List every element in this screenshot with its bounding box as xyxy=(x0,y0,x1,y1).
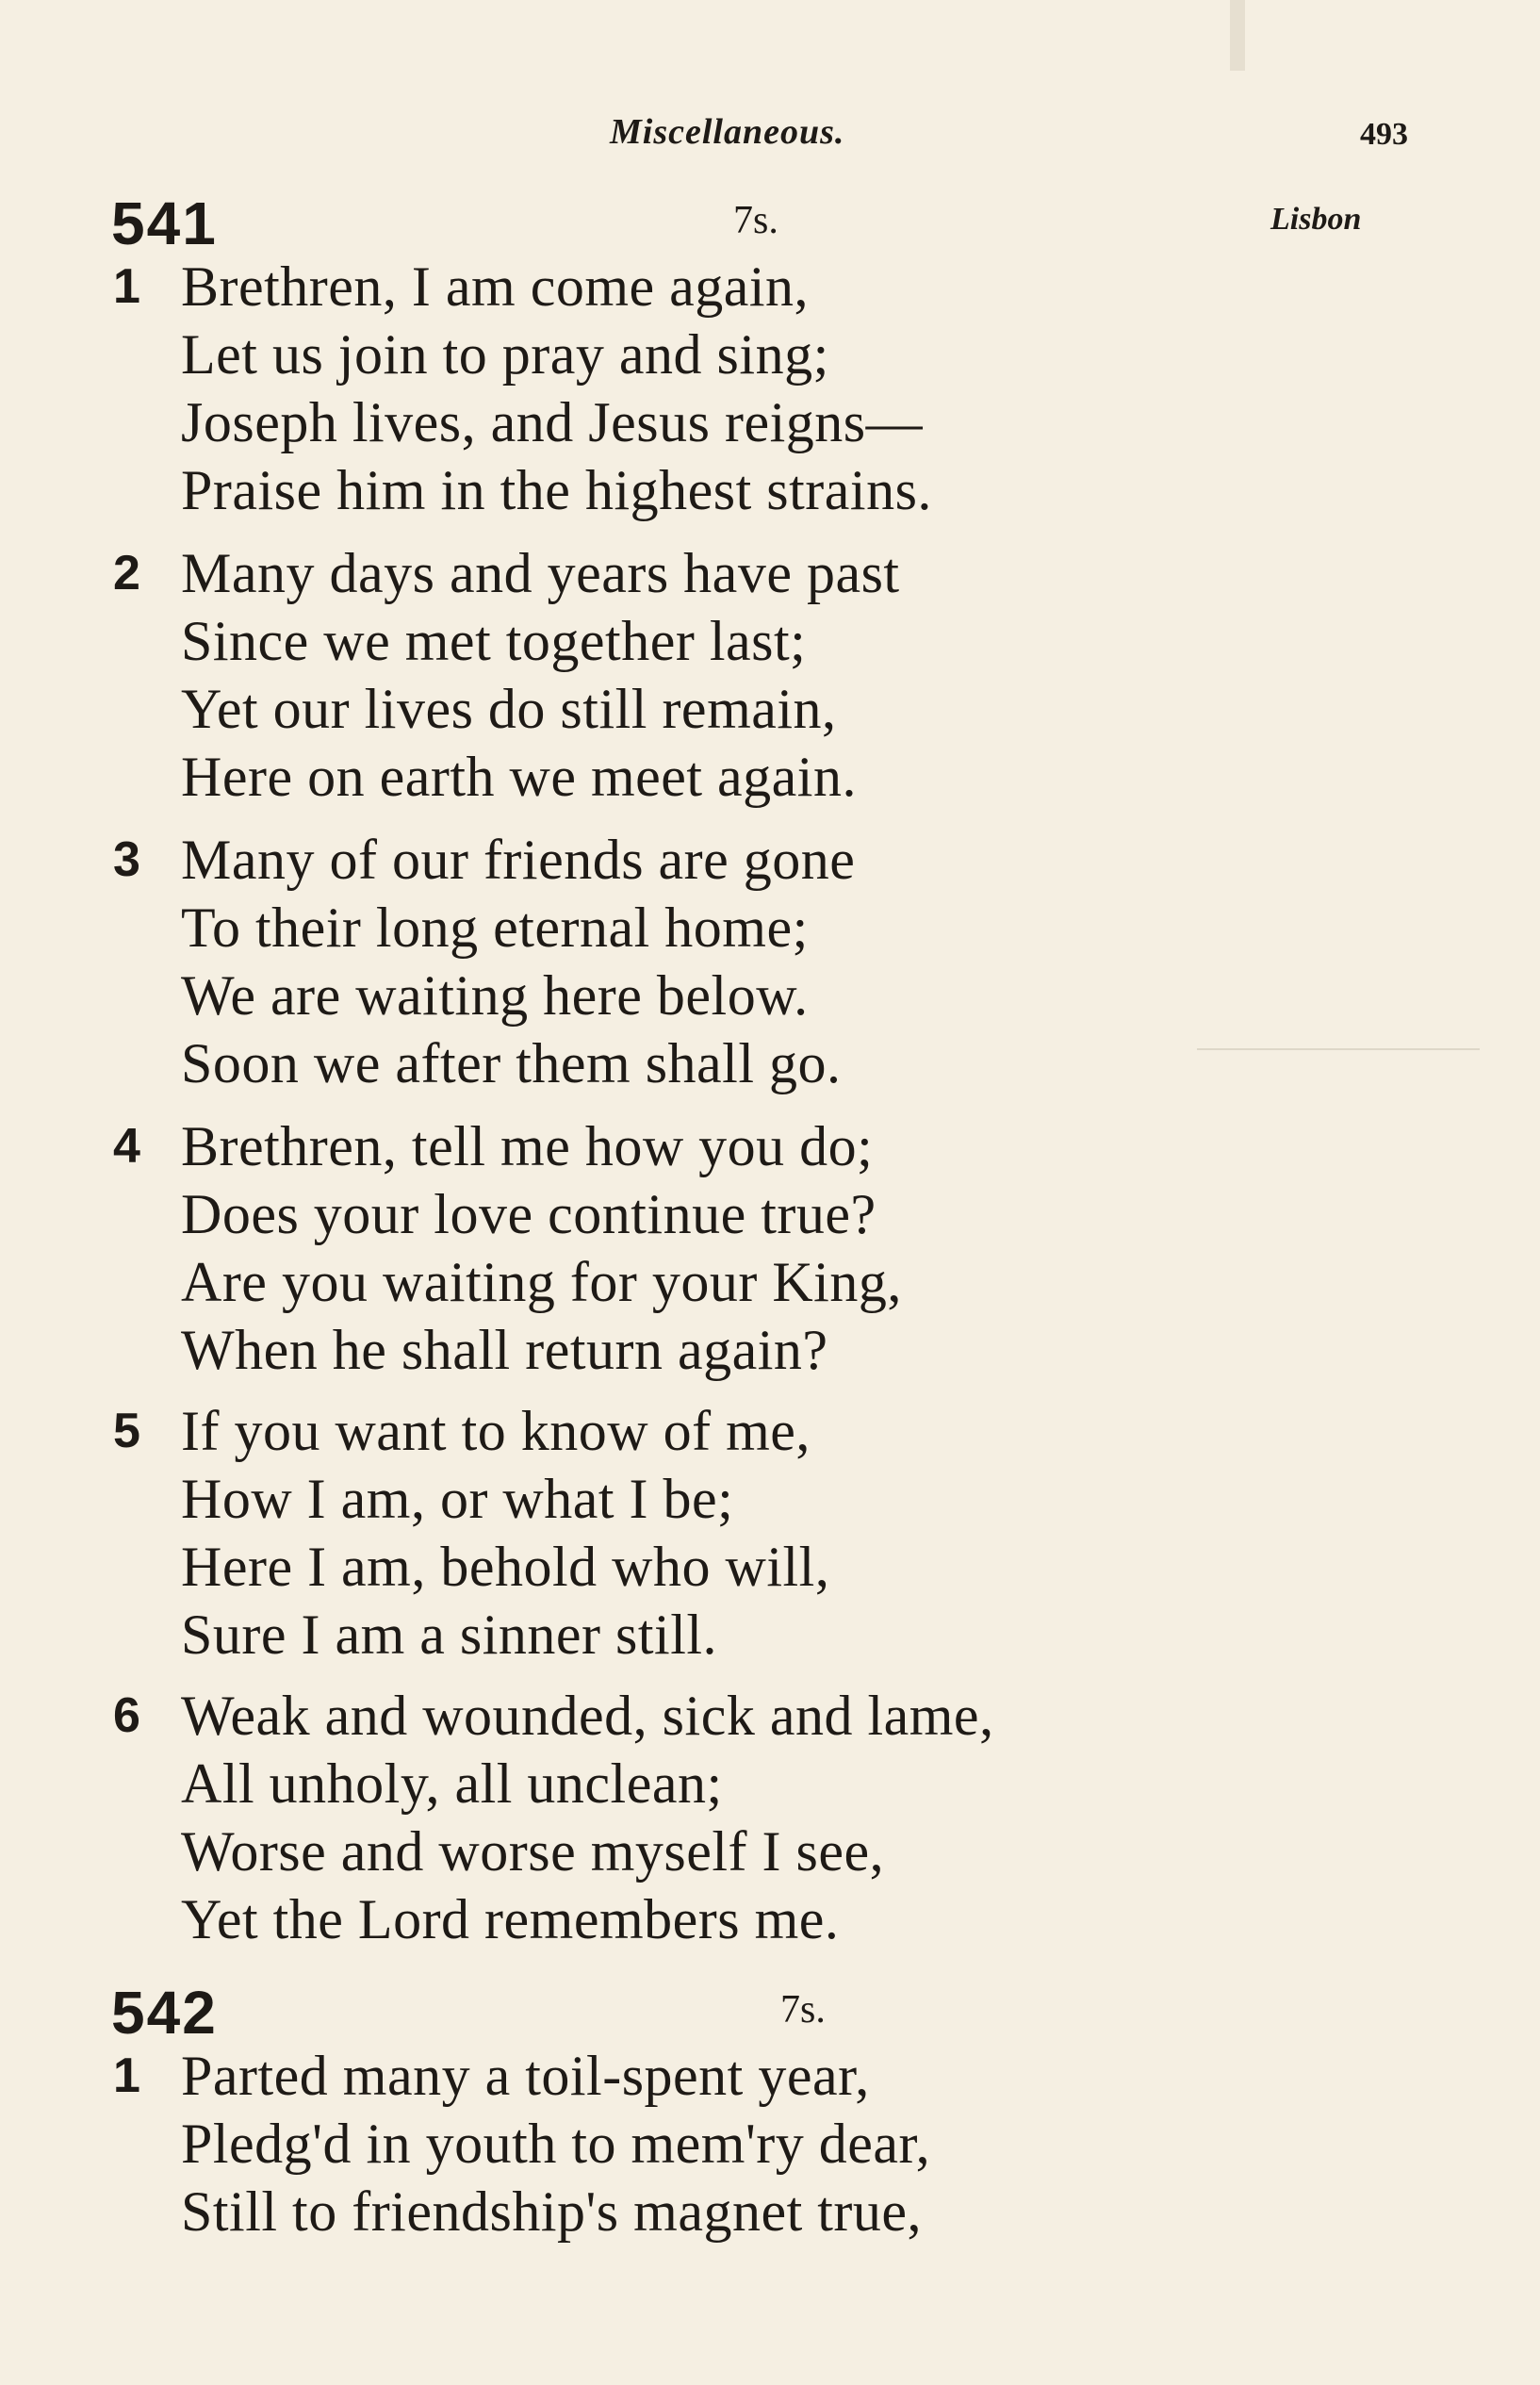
stanza-line: To their long eternal home; xyxy=(181,896,809,959)
stanza-line: Many of our friends are gone xyxy=(181,829,856,891)
stanza-number: 3 xyxy=(113,832,140,887)
hymn-number: 542 xyxy=(111,1979,218,2047)
hymn-meter: 7s. xyxy=(780,1988,826,2031)
stanza-line: Sure I am a sinner still. xyxy=(181,1604,718,1666)
stanza-number: 6 xyxy=(113,1688,140,1743)
stanza-line: Brethren, I am come again, xyxy=(181,255,810,318)
stanza-number: 2 xyxy=(113,546,140,600)
stanza-number: 1 xyxy=(113,2048,140,2103)
stanza-number: 5 xyxy=(113,1404,140,1458)
page-number: 493 xyxy=(1360,117,1408,152)
stanza-line: Since we met together last; xyxy=(181,610,807,672)
stanza-line: Yet the Lord remembers me. xyxy=(181,1888,840,1950)
stanza-line: Let us join to pray and sing; xyxy=(181,323,829,386)
stanza-line: Praise him in the highest strains. xyxy=(181,459,932,521)
stanza-line: Are you waiting for your King, xyxy=(181,1251,902,1313)
stanza-number: 4 xyxy=(113,1119,140,1174)
stanza-line: Parted many a toil-spent year, xyxy=(181,2045,870,2107)
stanza-line: Does your love continue true? xyxy=(181,1183,876,1245)
show-through-rule xyxy=(1197,1048,1480,1050)
stanza-line: Soon we after them shall go. xyxy=(181,1032,842,1094)
hymn-meter: 7s. xyxy=(733,199,778,242)
stanza-line: Weak and wounded, sick and lame, xyxy=(181,1685,994,1747)
stanza-number: 1 xyxy=(113,259,140,314)
running-title: Miscellaneous. xyxy=(610,112,845,152)
stanza-line: We are waiting here below. xyxy=(181,964,809,1027)
stanza-line: Here I am, behold who will, xyxy=(181,1536,830,1598)
stanza-line: When he shall return again? xyxy=(181,1319,828,1381)
show-through-edge xyxy=(1230,0,1245,71)
hymn-tune: Lisbon xyxy=(1270,202,1362,237)
stanza-line: Still to friendship's magnet true, xyxy=(181,2180,923,2243)
stanza-line: All unholy, all unclean; xyxy=(181,1752,723,1815)
stanza-line: Yet our lives do still remain, xyxy=(181,678,837,740)
hymn-number: 541 xyxy=(111,189,218,257)
stanza-line: Joseph lives, and Jesus reigns— xyxy=(181,391,924,453)
stanza-line: Pledg'd in youth to mem'ry dear, xyxy=(181,2113,931,2175)
stanza-line: Here on earth we meet again. xyxy=(181,746,857,808)
stanza-line: If you want to know of me, xyxy=(181,1400,811,1462)
stanza-line: Worse and worse myself I see, xyxy=(181,1820,885,1883)
stanza-line: Brethren, tell me how you do; xyxy=(181,1115,874,1177)
running-head xyxy=(0,111,1540,168)
stanza-line: Many days and years have past xyxy=(181,542,900,604)
stanza-line: How I am, or what I be; xyxy=(181,1468,734,1530)
